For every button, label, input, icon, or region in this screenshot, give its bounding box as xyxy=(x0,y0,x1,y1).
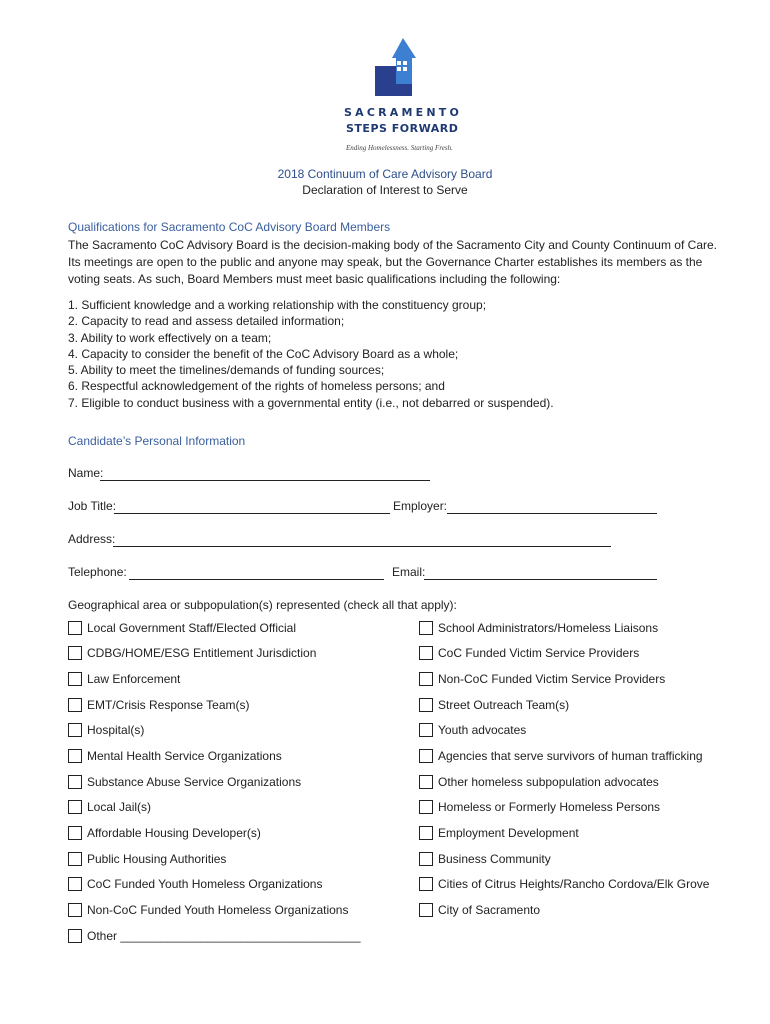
personal-info-heading: Candidate’s Personal Information xyxy=(68,434,246,448)
checkbox-label: Homeless or Formerly Homeless Persons xyxy=(438,800,661,814)
checkbox-item[interactable] xyxy=(68,826,261,840)
qualification-item: 2. Capacity to read and assess detailed information; xyxy=(68,314,345,329)
checkbox[interactable] xyxy=(68,698,82,712)
checkbox-item-other[interactable] xyxy=(68,929,361,943)
checkbox-item[interactable] xyxy=(68,903,348,917)
checkbox[interactable] xyxy=(68,852,82,866)
qualifications-intro-text: The Sacramento CoC Advisory Board is the decision-making body of the Sacramento City and County Continuum of Care. Its meetings are open to the public and anyone may speak, but the Governance Charter establishes its members as the voting seats. As such, Board Members must meet basic qualifications including the following: xyxy=(68,238,717,286)
checkbox-label: Affordable Housing Developer(s) xyxy=(87,826,261,840)
checkbox-item[interactable] xyxy=(68,800,151,814)
email-label: Email: xyxy=(392,565,426,579)
logo-name-line2: STEPS FORWARD xyxy=(346,122,459,135)
checkbox-label: Non-CoC Funded Victim Service Providers xyxy=(438,672,666,686)
checkbox-item[interactable] xyxy=(419,877,709,891)
telephone-field[interactable] xyxy=(129,579,384,580)
checkbox-item[interactable] xyxy=(68,852,226,866)
qualification-item: 4. Capacity to consider the benefit of the CoC Advisory Board as a whole; xyxy=(68,346,459,361)
checkbox[interactable] xyxy=(419,672,433,686)
checkbox[interactable] xyxy=(419,826,433,840)
checkbox-item[interactable] xyxy=(419,903,540,917)
checkbox-label: Non-CoC Funded Youth Homeless Organizations xyxy=(87,903,349,917)
checkbox[interactable] xyxy=(419,646,433,660)
checkbox[interactable] xyxy=(419,903,433,917)
logo-tagline: Ending Homelessness. Starting Fresh. xyxy=(346,144,453,152)
qualification-item: 7. Eligible to conduct business with a governmental entity (i.e., not debarred or suspended). xyxy=(68,395,554,410)
checkbox-label: Cities of Citrus Heights/Rancho Cordova/Elk Grove xyxy=(438,877,710,891)
checkbox[interactable] xyxy=(419,877,433,891)
checkbox[interactable] xyxy=(419,749,433,763)
checkbox-item[interactable] xyxy=(419,672,665,686)
checkbox-item[interactable] xyxy=(419,646,639,660)
checkbox[interactable] xyxy=(419,800,433,814)
logo-name-line1: SACRAMENTO xyxy=(344,106,463,119)
checkbox[interactable] xyxy=(68,826,82,840)
checkbox[interactable] xyxy=(419,723,433,737)
checkbox-label: Other homeless subpopulation advocates xyxy=(438,775,659,789)
checkbox-item[interactable] xyxy=(419,621,658,635)
document-title: 2018 Continuum of Care Advisory Board xyxy=(277,167,493,181)
checkbox[interactable] xyxy=(68,621,82,635)
address-label: Address: xyxy=(68,532,116,546)
name-label: Name: xyxy=(68,466,104,480)
checkbox-label: Business Community xyxy=(438,852,551,866)
name-field[interactable] xyxy=(100,480,430,481)
checkbox-label: Other ____________________________________ xyxy=(87,929,361,943)
checkbox-item[interactable] xyxy=(419,852,551,866)
checkbox-label: CDBG/HOME/ESG Entitlement Jurisdiction xyxy=(87,646,317,660)
checkbox-label: Mental Health Service Organizations xyxy=(87,749,282,763)
qualification-item: 3. Ability to work effectively on a team; xyxy=(68,330,272,345)
checkbox-label: Local Government Staff/Elected Official xyxy=(87,621,296,635)
checkbox-item[interactable] xyxy=(419,698,569,712)
qualification-item: 6. Respectful acknowledgement of the rights of homeless persons; and xyxy=(68,379,445,394)
checkbox-label: CoC Funded Victim Service Providers xyxy=(438,646,640,660)
checkbox[interactable] xyxy=(68,672,82,686)
checkbox-item[interactable] xyxy=(68,698,249,712)
checkbox[interactable] xyxy=(68,646,82,660)
checkbox[interactable] xyxy=(68,903,82,917)
checkbox-item[interactable] xyxy=(68,723,144,737)
checkbox-label: School Administrators/Homeless Liaisons xyxy=(438,621,659,635)
sacramento-steps-forward-logo xyxy=(340,36,463,156)
checkbox-item[interactable] xyxy=(68,621,296,635)
checkbox-item[interactable] xyxy=(419,749,703,763)
checkbox[interactable] xyxy=(68,929,82,943)
checkbox-item[interactable] xyxy=(419,800,660,814)
checkbox-label: Youth advocates xyxy=(438,723,527,737)
checkbox-item[interactable] xyxy=(68,672,180,686)
checkbox[interactable] xyxy=(419,775,433,789)
checkbox-label: Employment Development xyxy=(438,826,579,840)
qualification-item: 1. Sufficient knowledge and a working relationship with the constituency group; xyxy=(68,298,487,312)
employer-field[interactable] xyxy=(447,513,657,514)
checkbox-item[interactable] xyxy=(68,775,301,789)
address-field[interactable] xyxy=(113,546,611,547)
checkbox-label: Substance Abuse Service Organizations xyxy=(87,775,302,789)
checkbox-label: CoC Funded Youth Homeless Organizations xyxy=(87,877,323,891)
checkbox[interactable] xyxy=(68,723,82,737)
checkbox-label: Agencies that serve survivors of human trafficking xyxy=(438,749,703,763)
checkbox-item[interactable] xyxy=(419,723,526,737)
telephone-label: Telephone: xyxy=(68,565,127,579)
checkbox-label: Street Outreach Team(s) xyxy=(438,698,570,712)
checkbox-label: Hospital(s) xyxy=(87,723,145,737)
checkbox-item[interactable] xyxy=(419,775,659,789)
checkbox[interactable] xyxy=(68,800,82,814)
geo-prompt: Geographical area or subpopulation(s) represented (check all that apply): xyxy=(68,598,457,612)
qualifications-heading: Qualifications for Sacramento CoC Advisory Board Members xyxy=(68,220,391,234)
job-title-label: Job Title: xyxy=(68,499,117,513)
qualifications-intro xyxy=(68,237,728,288)
job-title-field[interactable] xyxy=(114,513,390,514)
checkbox-item[interactable] xyxy=(68,646,316,660)
checkbox-item[interactable] xyxy=(68,877,322,891)
checkbox[interactable] xyxy=(68,775,82,789)
checkbox[interactable] xyxy=(419,698,433,712)
checkbox[interactable] xyxy=(68,749,82,763)
checkbox[interactable] xyxy=(419,621,433,635)
employer-label: Employer: xyxy=(393,499,448,513)
checkbox-label: City of Sacramento xyxy=(438,903,541,917)
qualifications-list xyxy=(68,297,554,411)
checkbox[interactable] xyxy=(68,877,82,891)
checkbox[interactable] xyxy=(419,852,433,866)
checkbox-item[interactable] xyxy=(68,749,282,763)
checkbox-label: Local Jail(s) xyxy=(87,800,152,814)
qualification-item: 5. Ability to meet the timelines/demands of funding sources; xyxy=(68,363,385,378)
checkbox-label: Law Enforcement xyxy=(87,672,181,686)
document-subtitle: Declaration of Interest to Serve xyxy=(302,183,468,197)
checkbox-label: Public Housing Authorities xyxy=(87,852,227,866)
house-logo-icon xyxy=(340,36,460,100)
checkbox-label: EMT/Crisis Response Team(s) xyxy=(87,698,250,712)
checkbox-item[interactable] xyxy=(419,826,579,840)
email-field[interactable] xyxy=(424,579,657,580)
